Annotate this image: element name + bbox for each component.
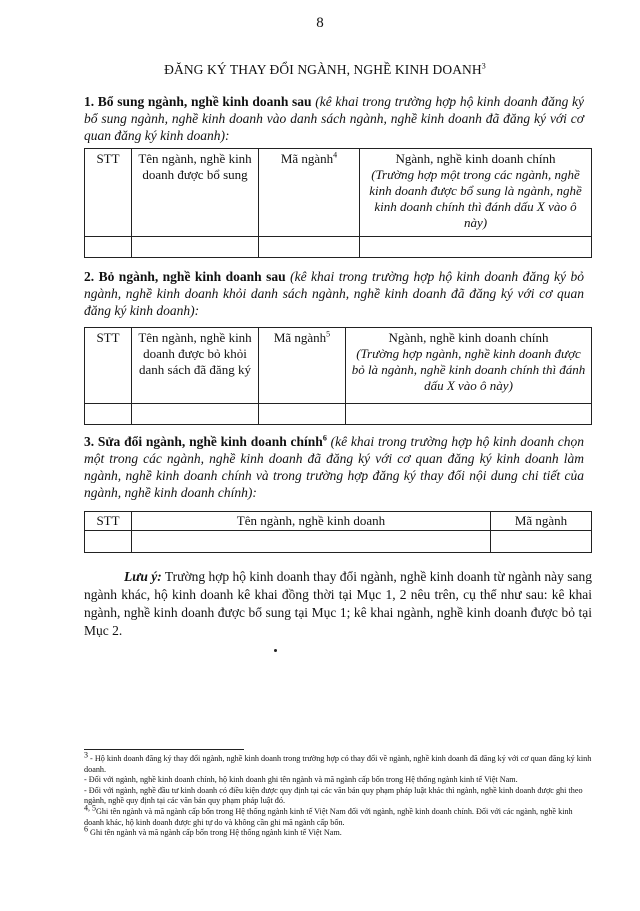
col-stt: STT (85, 149, 132, 237)
footnote-6 (84, 824, 594, 839)
footnote-6-marker: 6 (84, 824, 88, 834)
footnote-4-5-text: Ghi tên ngành và mã ngành cấp bốn trong Hệ thống ngành kinh tế Việt Nam đối với ngành, nghề kinh doanh chính. Đối với các ngành, nghề kinh doanh khác, hộ kinh doanh được ghi tự do và không cần ghi mã ngành cấp bốn. (84, 806, 573, 827)
footnote-3-text: - Hộ kinh doanh đăng ký thay đổi ngành, nghề kinh doanh trong trường hợp có thay đổi về ngành, nghề kinh doanh đã đăng ký với cơ quan đăng ký kinh doanh. (84, 754, 592, 774)
cell-main-mark[interactable] (346, 404, 592, 425)
col-stt: STT (85, 512, 132, 531)
section-1-title: 1. Bổ sung ngành, nghề kinh doanh sau (84, 94, 312, 109)
footnote-4-5 (84, 803, 594, 828)
section-3-title (84, 434, 327, 449)
col-business-name: Tên ngành, nghề kinh doanh được bổ sung (132, 149, 259, 237)
footnote-ref-6: 6 (322, 433, 327, 443)
stray-dot (274, 649, 277, 652)
col-code-label: Mã ngành (273, 330, 327, 345)
document-title-text: ĐĂNG KÝ THAY ĐỔI NGÀNH, NGHỀ KINH DOANH (164, 62, 482, 77)
section-3-heading (84, 433, 584, 501)
footnote-ref-5: 5 (326, 329, 331, 339)
table-row (85, 237, 592, 258)
cell-stt[interactable] (85, 237, 132, 258)
footnote-3-marker: 3 (84, 750, 88, 760)
col-code-label: Mã ngành (280, 151, 334, 166)
table-header-row (85, 149, 592, 237)
col-code (259, 149, 360, 237)
table-remove-business-lines (84, 327, 592, 425)
col-business-name: Tên ngành, nghề kinh doanh được bỏ khỏi danh sách đã đăng ký (132, 328, 259, 404)
col-stt: STT (85, 328, 132, 404)
col-main-title: Ngành, nghề kinh doanh chính (395, 151, 556, 166)
col-main-title: Ngành, nghề kinh doanh chính (388, 330, 549, 345)
footnotes (84, 750, 594, 839)
col-code: Mã ngành (491, 512, 592, 531)
cell-code[interactable] (491, 531, 592, 553)
footnote-4-5-marker: 4, 5 (84, 803, 96, 813)
note-text: Trường hợp hộ kinh doanh thay đổi ngành, nghề kinh doanh từ ngành này sang ngành khác, hộ kinh doanh kê khai đồng thời tại Mục 1, 2 nêu trên, cụ thể như sau: kê khai ngành, nghề kinh doanh được bổ sung tại Mục 1; kê khai ngành, nghề kinh doanh được bỏ tại Mục 2. (84, 569, 592, 638)
table-add-business-lines (84, 148, 592, 258)
cell-business-name[interactable] (132, 404, 259, 425)
footnote-3-b: - Đối với ngành, nghề kinh doanh chính, hộ kinh doanh ghi tên ngành và mã ngành cấp bốn trong Hệ thống ngành kinh tế Việt Nam. (84, 775, 518, 785)
cell-code[interactable] (259, 404, 346, 425)
footnote-3-c: - Đối với ngành, nghề đầu tư kinh doanh có điều kiện được quy định tại các văn bản quy phạm pháp luật khác thì ngành, nghề kinh doanh được ghi theo ngành, nghề quy định tại các văn bản quy phạm pháp luật đó. (84, 785, 583, 806)
section-1-heading (84, 93, 584, 144)
section-2-title: 2. Bỏ ngành, nghề kinh doanh sau (84, 269, 286, 284)
table-row (85, 404, 592, 425)
cell-stt[interactable] (85, 404, 132, 425)
footnote-6-text: Ghi tên ngành và mã ngành cấp bốn trong Hệ thống ngành kinh tế Việt Nam. (88, 828, 342, 838)
table-row (85, 531, 592, 553)
col-main-note: (Trường hợp ngành, nghề kinh doanh được bỏ là ngành, nghề kinh doanh chính thì đánh dấu X vào ô này) (351, 346, 586, 393)
col-main-note: (Trường hợp một trong các ngành, nghề kinh doanh được bổ sung là ngành, nghề kinh doanh chính thì đánh dấu X vào ô này) (369, 167, 582, 230)
table-header-row (85, 512, 592, 531)
footnote-3 (84, 750, 594, 775)
cell-business-name[interactable] (132, 237, 259, 258)
col-main-business (346, 328, 592, 404)
cell-main-mark[interactable] (360, 237, 592, 258)
footnote-separator (84, 749, 244, 750)
col-code (259, 328, 346, 404)
table-change-main-business (84, 511, 592, 553)
section-1-instruction: (kê khai trong trường hợp hộ kinh doanh đăng ký bổ sung ngành, nghề kinh doanh vào danh sách ngành, nghề kinh doanh đã đăng ký với cơ quan đăng ký kinh doanh): (84, 94, 584, 143)
note-paragraph (84, 568, 592, 640)
cell-stt[interactable] (85, 531, 132, 553)
section-2-heading (84, 268, 584, 319)
section-3-title-text: 3. Sửa đổi ngành, nghề kinh doanh chính (84, 434, 323, 449)
page-number: 8 (316, 15, 324, 31)
note-label: Lưu ý: (124, 569, 162, 584)
section-2-instruction: (kê khai trong trường hợp hộ kinh doanh đăng ký bỏ ngành, nghề kinh doanh khỏi danh sách ngành, nghề kinh doanh đã đăng ký với cơ quan đăng ký kinh doanh): (84, 269, 584, 318)
cell-code[interactable] (259, 237, 360, 258)
col-business-name: Tên ngành, nghề kinh doanh (132, 512, 491, 531)
cell-business-name[interactable] (132, 531, 491, 553)
section-3-instruction: (kê khai trong trường hợp hộ kinh doanh chọn một trong các ngành, nghề kinh doanh đã đăng ký với cơ quan đăng ký kinh doanh làm ngành, nghề kinh doanh chính và trong trường hợp đăng ký thay đổi nội dung chi tiết của ngành, nghề kinh doanh chính): (84, 434, 585, 500)
col-main-business (360, 149, 592, 237)
footnote-ref-4: 4 (333, 150, 338, 160)
document-title (60, 62, 590, 78)
footnote-ref-3: 3 (481, 61, 486, 71)
table-header-row (85, 328, 592, 404)
